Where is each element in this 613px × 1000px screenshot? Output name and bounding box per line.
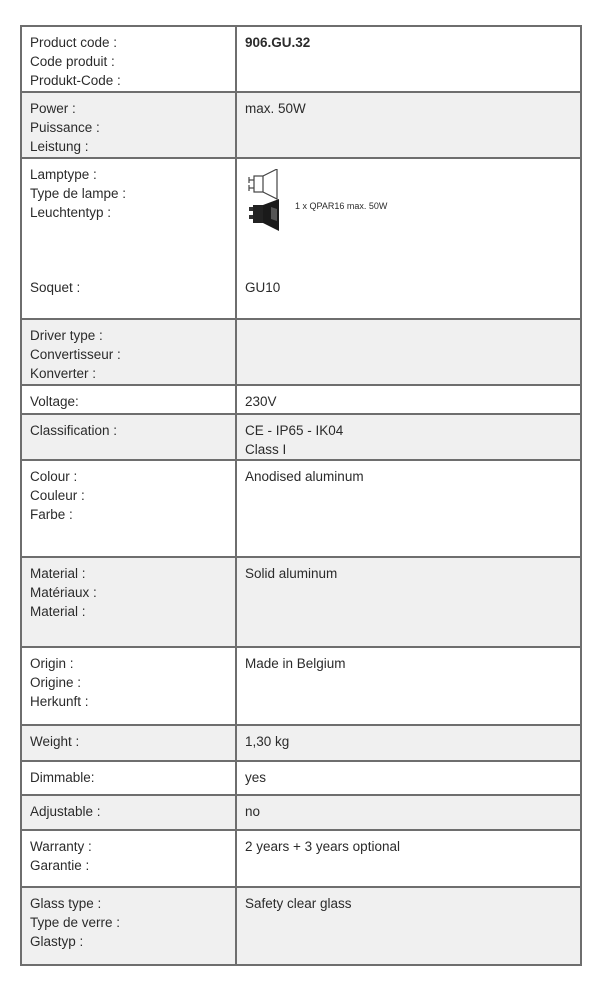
classification-value: CE - IP65 - IK04 xyxy=(245,423,344,438)
value-cell xyxy=(236,460,581,557)
bulb-outline-icon xyxy=(245,169,295,239)
soquet-label: Soquet : xyxy=(30,280,81,295)
label: Colour : xyxy=(30,469,78,484)
row-voltage xyxy=(21,385,581,414)
colour-value: Anodised aluminum xyxy=(245,469,364,484)
row-warranty xyxy=(21,830,581,887)
power-value: max. 50W xyxy=(245,101,306,116)
lamptype-label-area xyxy=(30,165,227,315)
label: Weight : xyxy=(30,734,80,749)
value-cell xyxy=(236,725,581,761)
product-code-value: 906.GU.32 xyxy=(245,35,311,50)
row-driver xyxy=(21,319,581,385)
value-cell xyxy=(236,795,581,830)
label: Type de lampe : xyxy=(30,186,127,201)
label: Farbe : xyxy=(30,507,73,522)
label: Origin : xyxy=(30,656,74,671)
row-product-code xyxy=(21,26,581,92)
label: Garantie : xyxy=(30,858,90,873)
value-cell xyxy=(236,830,581,887)
voltage-value: 230V xyxy=(245,394,277,409)
label: Origine : xyxy=(30,675,82,690)
row-glass-type xyxy=(21,887,581,965)
label-cell xyxy=(21,385,236,414)
label: Code produit : xyxy=(30,54,115,69)
material-value: Solid aluminum xyxy=(245,566,338,581)
label: Couleur : xyxy=(30,488,85,503)
label: Lamptype : xyxy=(30,167,97,182)
spec-table xyxy=(20,25,582,966)
lamp-note: 1 x QPAR16 max. 50W xyxy=(295,201,388,211)
label-cell xyxy=(21,319,236,385)
label: Produkt-Code : xyxy=(30,73,121,88)
weight-value: 1,30 kg xyxy=(245,734,290,749)
label-cell xyxy=(21,158,236,319)
label-cell xyxy=(21,761,236,795)
bulb-filled-icon xyxy=(249,199,279,231)
classification-value: Class I xyxy=(245,442,287,457)
label: Dimmable: xyxy=(30,770,95,785)
label: Type de verre : xyxy=(30,915,121,930)
label-cell xyxy=(21,887,236,965)
adjustable-value: no xyxy=(245,804,261,819)
label: Material : xyxy=(30,566,86,581)
origin-value: Made in Belgium xyxy=(245,656,346,671)
warranty-value: 2 years + 3 years optional xyxy=(245,839,400,854)
row-adjustable xyxy=(21,795,581,830)
label-cell xyxy=(21,725,236,761)
row-dimmable xyxy=(21,761,581,795)
label-cell xyxy=(21,460,236,557)
row-material xyxy=(21,557,581,647)
label: Puissance : xyxy=(30,120,100,135)
label: Power : xyxy=(30,101,76,116)
label-cell xyxy=(21,795,236,830)
label: Matériaux : xyxy=(30,585,97,600)
label: Convertisseur : xyxy=(30,347,121,362)
label-cell xyxy=(21,557,236,647)
label: Voltage: xyxy=(30,394,79,409)
label: Glass type : xyxy=(30,896,102,911)
row-weight xyxy=(21,725,581,761)
label: Warranty : xyxy=(30,839,92,854)
value-cell xyxy=(236,319,581,385)
label: Glastyp : xyxy=(30,934,84,949)
label-cell xyxy=(21,830,236,887)
label: Herkunft : xyxy=(30,694,89,709)
value-cell xyxy=(236,158,581,319)
value-cell xyxy=(236,761,581,795)
label: Leuchtentyp : xyxy=(30,205,112,220)
value-cell xyxy=(236,26,581,92)
label-cell xyxy=(21,26,236,92)
row-power xyxy=(21,92,581,158)
glass-type-value: Safety clear glass xyxy=(245,896,352,911)
label: Konverter : xyxy=(30,366,97,381)
value-cell xyxy=(236,887,581,965)
dimmable-value: yes xyxy=(245,770,267,785)
label-cell xyxy=(21,92,236,158)
label: Driver type : xyxy=(30,328,103,343)
value-cell xyxy=(236,92,581,158)
label-cell xyxy=(21,647,236,725)
value-cell xyxy=(236,385,581,414)
row-classification xyxy=(21,414,581,460)
label: Adjustable : xyxy=(30,804,101,819)
soquet-value: GU10 xyxy=(245,280,281,295)
value-cell xyxy=(236,647,581,725)
label: Classification : xyxy=(30,423,118,438)
label: Material : xyxy=(30,604,86,619)
lamptype-value-area xyxy=(245,165,572,315)
label: Product code : xyxy=(30,35,118,50)
row-colour xyxy=(21,460,581,557)
row-origin xyxy=(21,647,581,725)
value-cell xyxy=(236,557,581,647)
label: Leistung : xyxy=(30,139,89,154)
label-cell xyxy=(21,414,236,460)
lamp-icons xyxy=(245,169,295,239)
value-cell xyxy=(236,414,581,460)
row-lamptype xyxy=(21,158,581,319)
